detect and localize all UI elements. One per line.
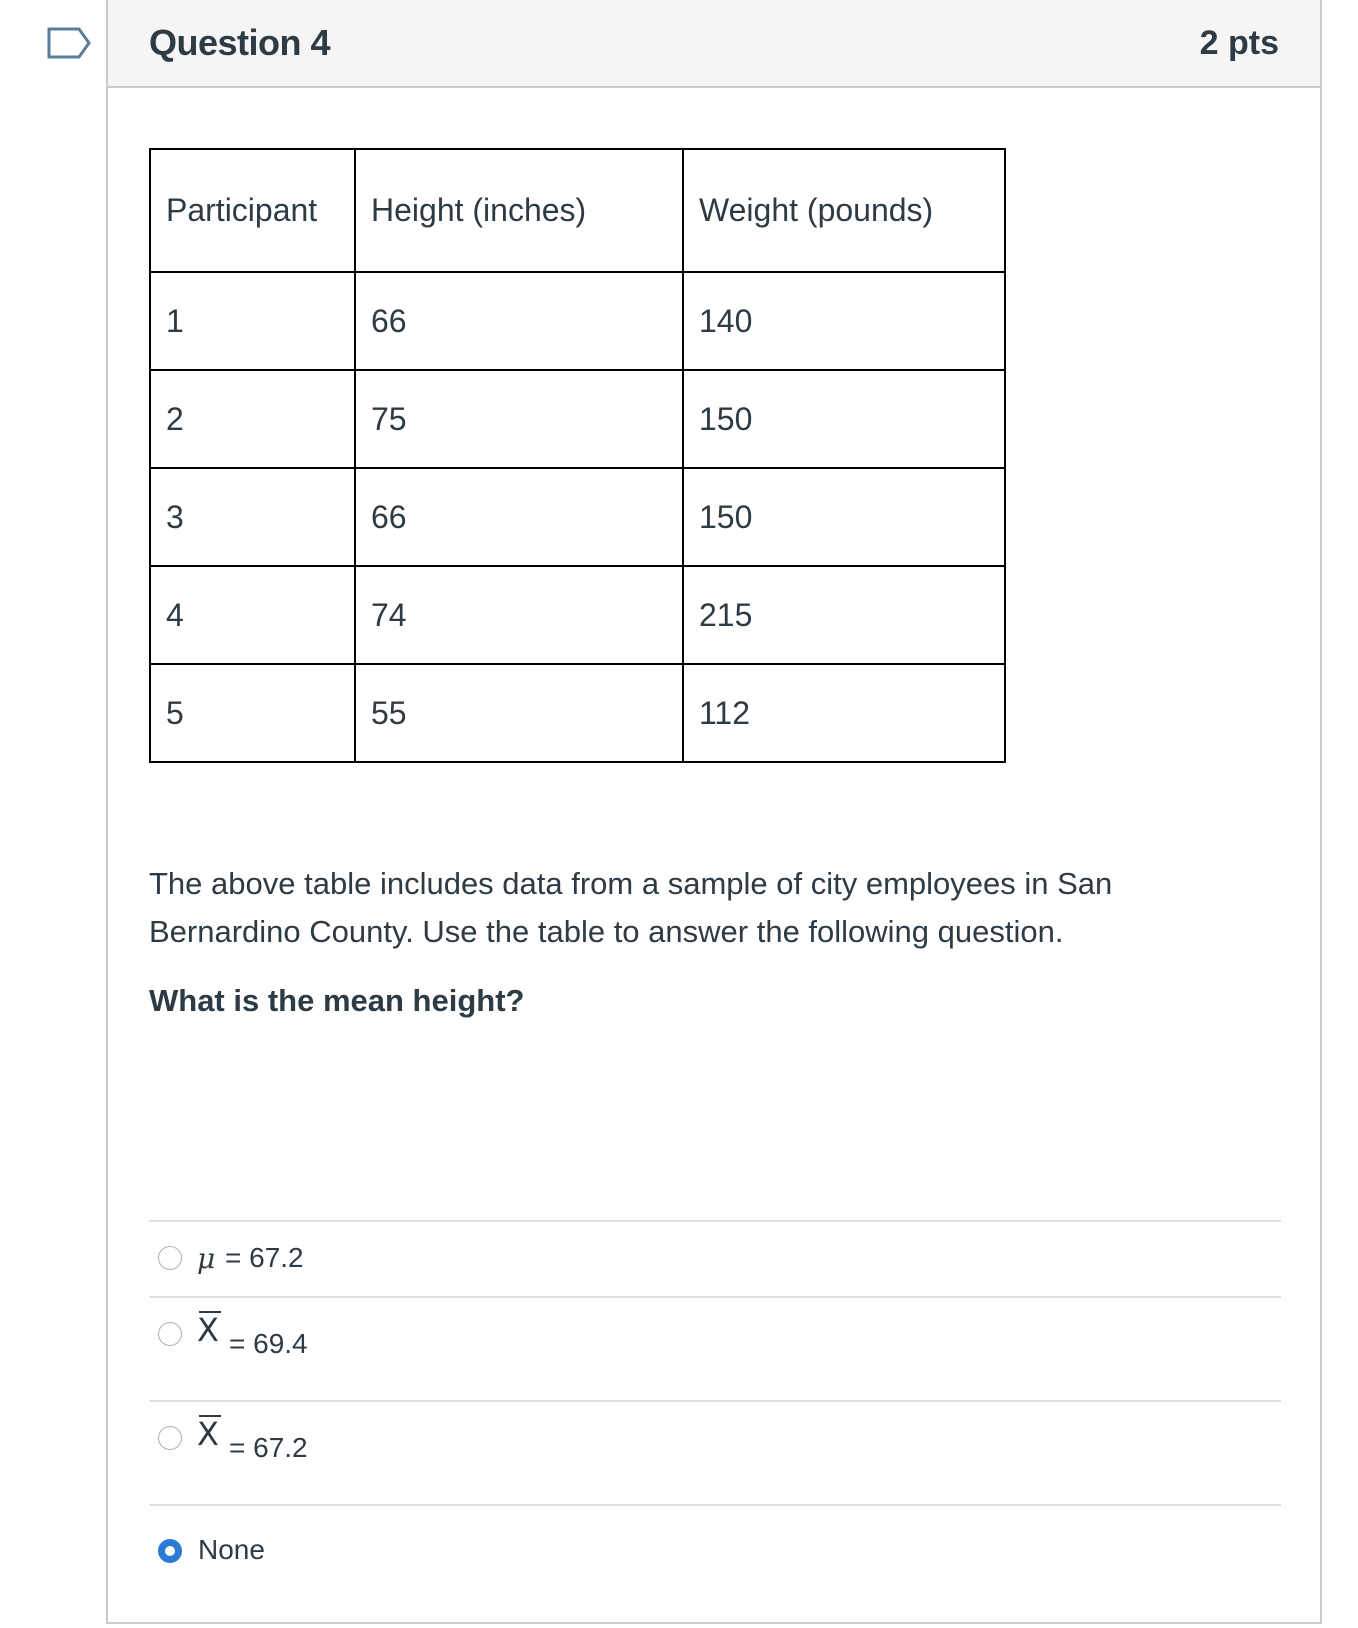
table-cell: 74 — [355, 566, 683, 664]
table-row — [150, 468, 1005, 566]
table-cell: 75 — [355, 370, 683, 468]
table-cell: 150 — [683, 370, 1005, 468]
table-header-cell: Participant — [150, 149, 355, 272]
x-bar-symbol — [197, 1311, 225, 1351]
table-row — [150, 566, 1005, 664]
table-cell: 3 — [150, 468, 355, 566]
x-letter: X — [197, 1415, 219, 1453]
x-bar-symbol — [197, 1415, 225, 1455]
table-cell: 150 — [683, 468, 1005, 566]
table-cell: 215 — [683, 566, 1005, 664]
answer-option[interactable] — [149, 1220, 1281, 1296]
question-card — [106, 0, 1322, 1624]
table-header-cell: Height (inches) — [355, 149, 683, 272]
radio-button[interactable] — [158, 1426, 182, 1450]
question-body-text: The above table includes data from a sample of city employees in San Bernardino County. Use the table to answer the following question. — [149, 866, 1113, 949]
flag-question-icon[interactable] — [47, 27, 91, 59]
table-cell: 66 — [355, 272, 683, 370]
table-cell: 2 — [150, 370, 355, 468]
data-table — [149, 148, 1006, 763]
radio-button-selected[interactable] — [158, 1539, 182, 1563]
answer-label: None — [198, 1534, 265, 1565]
question-prompt: What is the mean height? — [149, 983, 525, 1018]
table-cell: 112 — [683, 664, 1005, 762]
table-header-row — [150, 149, 1005, 272]
x-letter: X — [197, 1311, 219, 1349]
table-cell: 55 — [355, 664, 683, 762]
table-cell: 140 — [683, 272, 1005, 370]
table-cell: 4 — [150, 566, 355, 664]
question-header — [108, 0, 1320, 88]
answer-option[interactable] — [149, 1504, 1281, 1614]
answer-label: = 69.4 — [229, 1328, 308, 1359]
table-header-cell: Weight (pounds) — [683, 149, 1005, 272]
table-row — [150, 664, 1005, 762]
table-cell: 66 — [355, 468, 683, 566]
radio-button[interactable] — [158, 1246, 182, 1270]
answer-label: = 67.2 — [225, 1242, 304, 1273]
answer-option[interactable] — [149, 1400, 1281, 1504]
mu-symbol: μ — [197, 1242, 216, 1275]
table-row — [150, 272, 1005, 370]
answer-label: = 67.2 — [229, 1432, 308, 1463]
table-cell: 5 — [150, 664, 355, 762]
answer-option[interactable] — [149, 1296, 1281, 1400]
radio-button[interactable] — [158, 1322, 182, 1346]
question-title: Question 4 — [149, 22, 331, 63]
table-row — [150, 370, 1005, 468]
question-points: 2 pts — [1199, 24, 1279, 62]
table-cell: 1 — [150, 272, 355, 370]
answer-list — [149, 1220, 1281, 1614]
